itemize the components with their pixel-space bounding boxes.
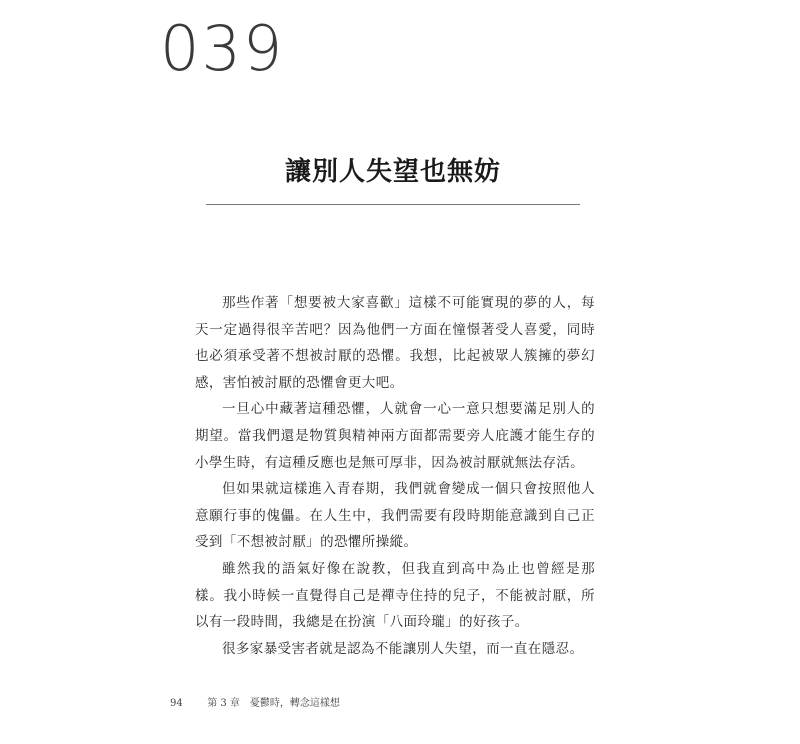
- paragraph: 很多家暴受害者就是認為不能讓別人失望，而一直在隱忍。: [222, 640, 584, 657]
- page-footer: [170, 697, 340, 711]
- body-text: [195, 290, 595, 662]
- title-divider: [206, 204, 580, 205]
- chapter-label: 第 3 章 憂鬱時，轉念這樣想: [207, 698, 340, 709]
- page-number: 94: [170, 698, 183, 709]
- section-title: 讓別人失望也無妨: [284, 157, 501, 187]
- paragraph: 一旦心中藏著這種恐懼，人就會一心一意只想要滿足別人的期望。當我們還是物質與精神兩方面都需要旁人庇護才能生存的小學生時，有這種反應也是無可厚非，因為被討厭就無法存活。: [195, 401, 595, 471]
- paragraph: 那些作著「想要被大家喜歡」這樣不可能實現的夢的人，每天一定過得很辛苦吧？因為他們一方面在憧憬著受人喜愛，同時也必須承受著不想被討厭的恐懼。我想，比起被眾人簇擁的夢幻感，害怕被討厭的恐懼會更大吧。: [195, 295, 595, 391]
- paragraph: 但如果就這樣進入青春期，我們就會變成一個只會按照他人意願行事的傀儡。在人生中，我們需要有段時期能意識到自己正受到「不想被討厭」的恐懼所操縱。: [195, 481, 595, 551]
- paragraph: 雖然我的語氣好像在說教，但我直到高中為止也曾經是那樣。我小時候一直覺得自己是禪寺住持的兒子，不能被討厭，所以有一段時間，我總是在扮演「八面玲瓏」的好孩子。: [195, 560, 595, 631]
- chapter-number: 039: [160, 12, 285, 85]
